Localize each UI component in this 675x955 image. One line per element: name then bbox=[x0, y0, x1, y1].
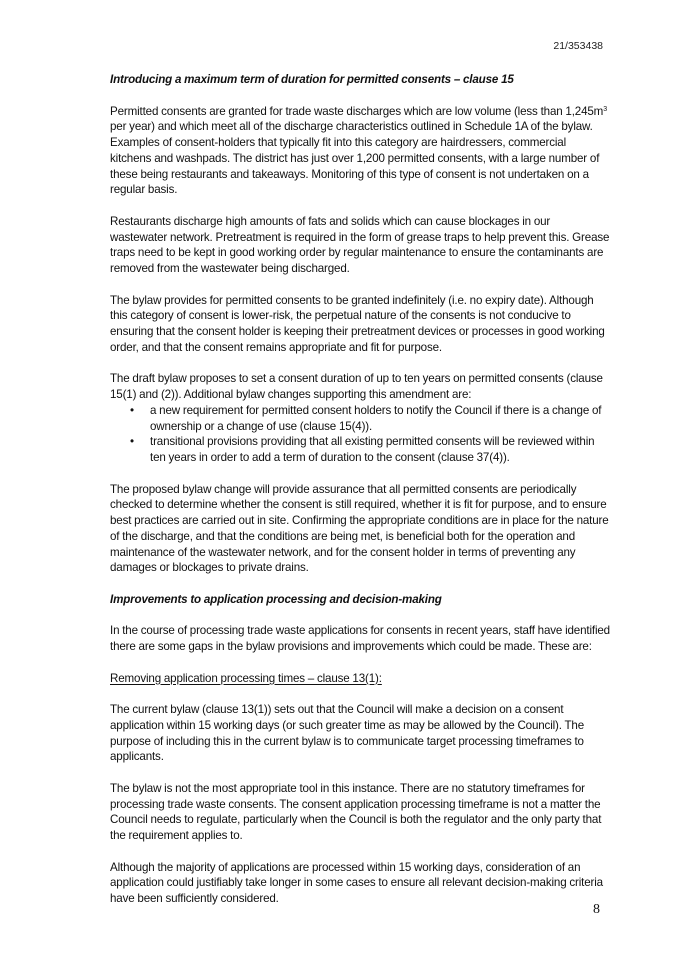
paragraph-not-appropriate-tool: The bylaw is not the most appropriate tool in this instance. There are no statutory timeframes for processing trade waste consents. The consent application processing timeframe is not a matter the Council needs to regulate, particularly when the Council is both the regulator and the only party that the requirement applies to. bbox=[110, 781, 602, 842]
section-heading: Introducing a maximum term of duration for permitted consents – clause 15 bbox=[110, 73, 514, 86]
paragraph-text: per year) and which meet all of the discharge characteristics outlined in Schedule 1A of the bylaw. Examples of consent-holders that typically fit into this category are hairdressers, commercial kitchens and washpads. The district has just over 1,200 permitted consents, with a large number of these being restaurants and takeaways. Monitoring of this type of consent is not undertaken on a regular basis. bbox=[110, 120, 600, 197]
paragraph-restaurants: Restaurants discharge high amounts of fats and solids which can cause blockages in our wastewater network. Pretreatment is required in the form of grease traps to help prevent this. Grease traps need to be kept in good working order by regular maintenance to ensure the contaminants are removed from the wastewater being discharged. bbox=[110, 214, 610, 275]
bullet-icon: • bbox=[130, 403, 134, 417]
paragraph-current-bylaw: The current bylaw (clause 13(1)) sets out that the Council will make a decision on a consent application within 15 working days (or such greater time as may be allowed by the Council). The purpose of including this in the current bylaw is to communicate target processing timeframes to applicants. bbox=[110, 703, 585, 764]
bullet-text: transitional provisions providing that all existing permitted consents will be reviewed within ten years in order to add a term of duration to the consent (clause 37(4)). bbox=[150, 435, 595, 464]
document-reference-number: 21/353438 bbox=[553, 40, 603, 52]
section-application-processing bbox=[110, 592, 610, 907]
section-permitted-consents-duration bbox=[110, 72, 610, 576]
superscript: 3 bbox=[603, 105, 607, 113]
page-number: 8 bbox=[593, 902, 600, 917]
bullet-text: a new requirement for permitted consent holders to notify the Council if there is a change of ownership or a change of use (clause 15(4)). bbox=[150, 403, 602, 433]
subsection-heading: Removing application processing times – clause 13(1): bbox=[110, 671, 382, 685]
section-heading: Improvements to application processing and decision-making bbox=[110, 592, 442, 606]
bullet-icon: • bbox=[130, 435, 134, 449]
paragraph-text: Permitted consents are granted for trade waste discharges which are low volume (less than 1,245m bbox=[110, 104, 604, 118]
bullet-item bbox=[110, 434, 610, 466]
bullet-list bbox=[110, 403, 610, 466]
paragraph-draft-bylaw: The draft bylaw proposes to set a consent duration of up to ten years on permitted consents (clause 15(1) and (2)). Additional bylaw changes supporting this amendment are: bbox=[110, 372, 603, 401]
paragraph-permitted-consents-intro bbox=[110, 104, 610, 199]
paragraph-bylaw-indefinite: The bylaw provides for permitted consents to be granted indefinitely (i.e. no expiry date). Although this category of consent is lower-risk, the perpetual nature of the consents is not conducive to ensuring that the consent holder is keeping their pretreatment devices or processes in good working order, and that the consent remains appropriate and fit for purpose. bbox=[110, 293, 605, 354]
paragraph-majority-processed: Although the majority of applications are processed within 15 working days, consideration of an application could justifiably take longer in some cases to ensure all relevant decision-making criteria have been sufficiently considered. bbox=[110, 860, 603, 905]
paragraph-processing-intro: In the course of processing trade waste applications for consents in recent years, staff have identified there are some gaps in the bylaw provisions and improvements which could be made. These are: bbox=[110, 624, 610, 653]
paragraph-proposed-change: The proposed bylaw change will provide assurance that all permitted consents are periodically checked to determine whether the consent is still required, whether it is fit for purpose, and to ensure best practices are carried out in site. Confirming the appropriate conditions are in place for the nature of the discharge, and that the conditions are being met, is beneficial both for the operation and maintenance of the wastewater network, and for the consent holder in terms of preventing any damages or blockages to private drains. bbox=[110, 482, 609, 575]
bullet-item bbox=[110, 403, 610, 435]
document-body bbox=[110, 72, 610, 923]
